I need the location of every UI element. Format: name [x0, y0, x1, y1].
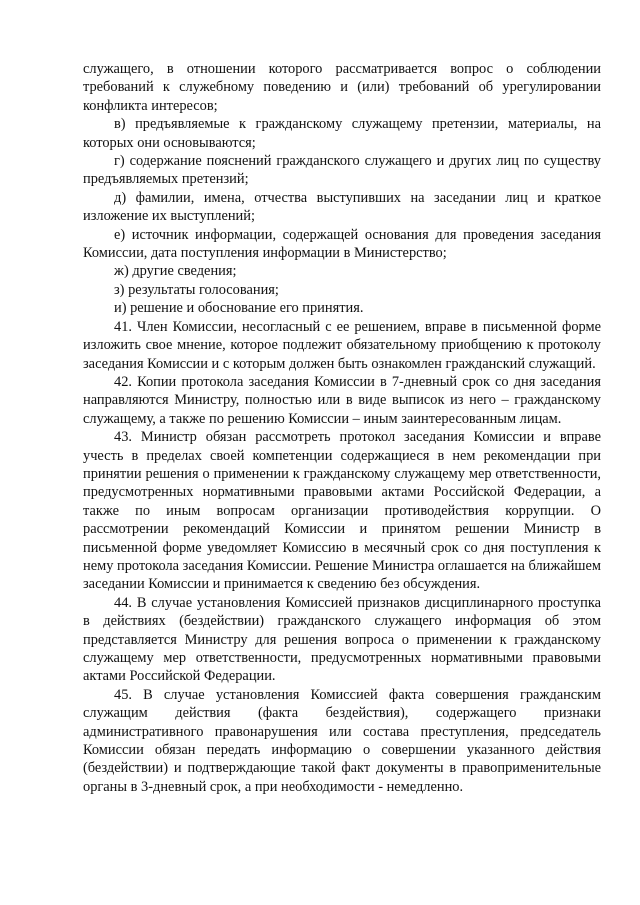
paragraph-44: 44. В случае установления Комиссией признаков дисциплинарного проступка в действиях (бездействии) гражданского служащего информация об этом представляется Министру для решения вопроса о применении к гражданскому служащему мер ответственности, предусмотренных нормативными правовыми актами Российской Федерации. — [83, 594, 601, 685]
paragraph-item-e: е) источник информации, содержащей основания для проведения заседания Комиссии, дата поступления информации в Министерство; — [83, 226, 601, 262]
paragraph-item-d: д) фамилии, имена, отчества выступивших на заседании лиц и краткое изложение их выступлений; — [83, 189, 601, 225]
paragraph-41: 41. Член Комиссии, несогласный с ее решением, вправе в письменной форме изложить свое мнение, которое подлежит обязательному приобщению к протоколу заседания Комиссии и с которым должен быть ознакомлен гражданский служащий. — [83, 318, 601, 372]
paragraph-item-g: г) содержание пояснений гражданского служащего и других лиц по существу предъявляемых претензий; — [83, 153, 601, 188]
paragraph-item-i: и) решение и обоснование его принятия. — [114, 300, 364, 317]
paragraph-item-zh: ж) другие сведения; — [114, 263, 237, 280]
paragraph-43: 43. Министр обязан рассмотреть протокол заседания Комиссии и вправе учесть в пределах своей компетенции содержащиеся в нем рекомендации при принятии решения о применении к гражданскому служащему мер ответственности, предусмотренных нормативными правовыми актами Российской Федерации, а также по иным вопросам организации противодействия коррупции. О рассмотрении рекомендаций Комиссии и принятом решении Министр в письменной форме уведомляет Комиссию в месячный срок со дня поступления к нему протокола заседания Комиссии. Решение Министра оглашается на ближайшем заседании Комиссии и принимается к сведению без обсуждения. — [83, 429, 601, 593]
paragraph-45: 45. В случае установления Комиссией факта совершения гражданским служащим действия (факта бездействия), содержащего признаки административного правонарушения или состава преступления, председатель Комиссии обязан передать информацию о совершении указанного действия (бездействии) и подтверждающие такой факт документы в правоприменительные органы в 3-дневный срок, а при необходимости - немедленно. — [83, 686, 601, 795]
document-body — [83, 60, 601, 796]
paragraph-item-v: в) предъявляемые к гражданскому служащему претензии, материалы, на которых они основываются; — [83, 116, 601, 151]
paragraph-item-z: з) результаты голосования; — [114, 281, 279, 298]
paragraph-continuation: служащего, в отношении которого рассматривается вопрос о соблюдении требований к служебному поведению и (или) требований об урегулировании конфликта интересов; — [83, 61, 601, 114]
paragraph-42: 42. Копии протокола заседания Комиссии в 7-дневный срок со дня заседания направляются Министру, полностью или в виде выписок из него – гражданскому служащему, а также по решению Комиссии – иным заинтересованным лицам. — [83, 373, 601, 427]
